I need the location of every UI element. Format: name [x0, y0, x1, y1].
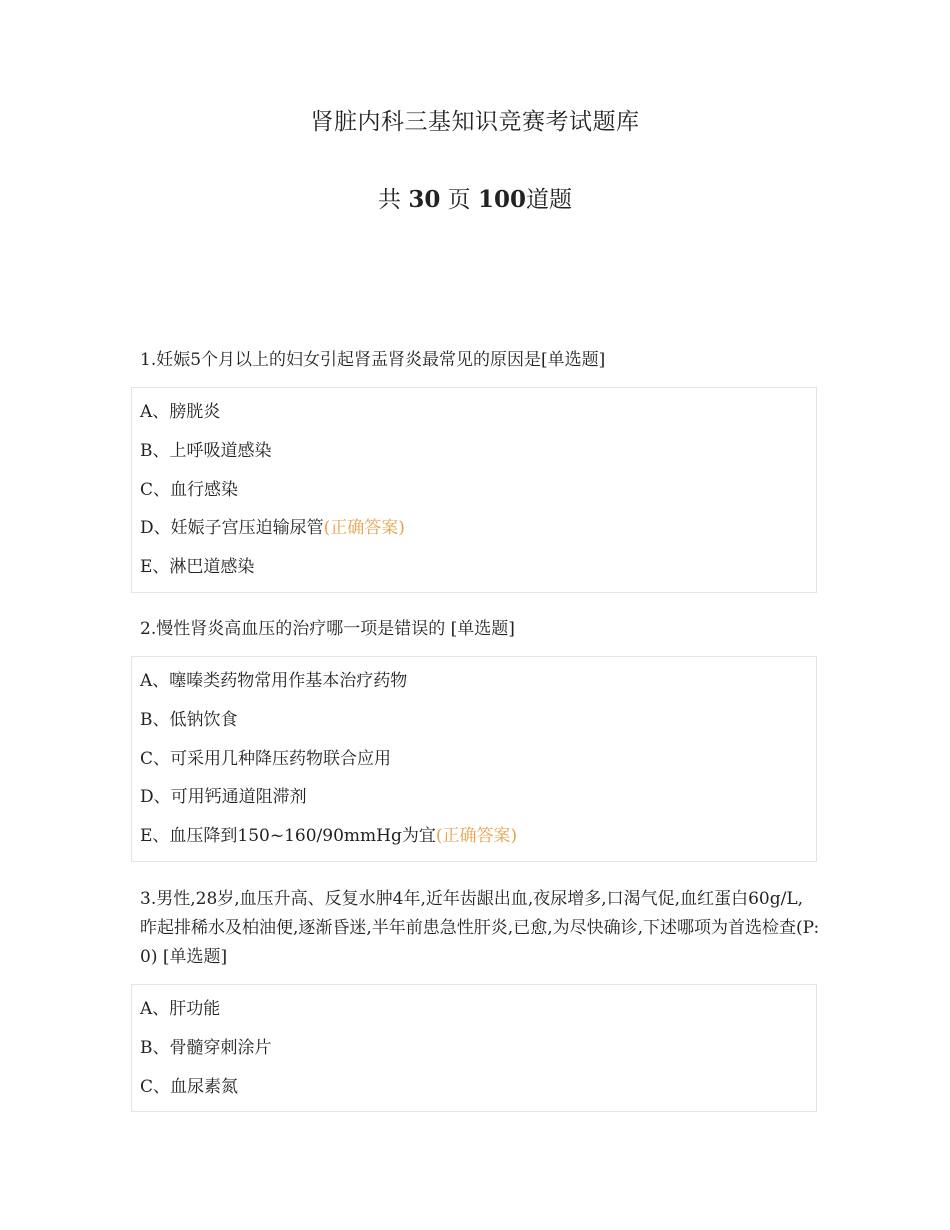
option-d[interactable]: [132, 778, 816, 817]
question-1: [140, 346, 820, 593]
option-label: C、血行感染: [140, 479, 239, 500]
option-label: C、可采用几种降压药物联合应用: [140, 748, 392, 769]
option-label: E、淋巴道感染: [140, 557, 255, 578]
option-a[interactable]: [132, 393, 816, 432]
option-a[interactable]: [132, 990, 816, 1029]
question-count: 100: [477, 186, 526, 213]
subtitle-suffix: 道题: [525, 187, 572, 213]
option-b[interactable]: [132, 1029, 816, 1068]
option-e[interactable]: [132, 817, 816, 856]
option-list: [131, 984, 817, 1112]
option-label: B、骨髓穿刺涂片: [140, 1037, 272, 1058]
subtitle-middle: 页: [447, 187, 471, 213]
option-c[interactable]: [132, 740, 816, 779]
option-label: A、膀胱炎: [140, 402, 221, 422]
question-3: [140, 885, 820, 1112]
option-label: D、妊娠子宫压迫输尿管: [140, 518, 324, 539]
option-label: B、上呼吸道感染: [140, 440, 272, 461]
option-label: E、血压降到150~160/90mmHg为宜: [140, 826, 436, 847]
document-title: 肾脏内科三基知识竞赛考试题库: [310, 109, 640, 135]
option-label: B、低钠饮食: [140, 709, 238, 730]
option-c[interactable]: [132, 471, 816, 510]
option-label: D、可用钙通道阻滞剂: [140, 787, 307, 808]
question-text: 1.妊娠5个月以上的妇女引起肾盂肾炎最常见的原因是[单选题]: [140, 350, 606, 370]
page-count: 30: [408, 186, 441, 213]
question-text: 2.慢性肾炎高血压的治疗哪一项是错误的 [单选题]: [140, 619, 515, 639]
option-e[interactable]: [132, 548, 816, 587]
correct-answer-mark: (正确答案): [323, 518, 405, 539]
option-a[interactable]: [132, 662, 816, 701]
option-label: A、肝功能: [140, 999, 221, 1019]
correct-answer-mark: (正确答案): [435, 826, 518, 847]
subtitle-prefix: 共: [378, 187, 402, 213]
question-text: 3.男性,28岁,血压升高、反复水肿4年,近年齿龈出血,夜尿增多,口渴气促,血红蛋白60g/L,昨起排稀水及柏油便,逐渐昏迷,半年前患急性肝炎,已愈,为尽快确诊,下述哪项为首选检查(P:0) [单选题]: [140, 889, 820, 967]
question-2: [140, 615, 820, 862]
option-b[interactable]: [132, 432, 816, 471]
option-label: A、噻嗪类药物常用作基本治疗药物: [140, 671, 408, 691]
document-subtitle: [0, 184, 950, 216]
option-list: [131, 387, 817, 593]
option-b[interactable]: [132, 701, 816, 740]
option-label: C、血尿素氮: [140, 1076, 239, 1097]
option-d[interactable]: [132, 509, 816, 548]
option-list: [131, 656, 817, 862]
option-c[interactable]: [132, 1068, 816, 1107]
